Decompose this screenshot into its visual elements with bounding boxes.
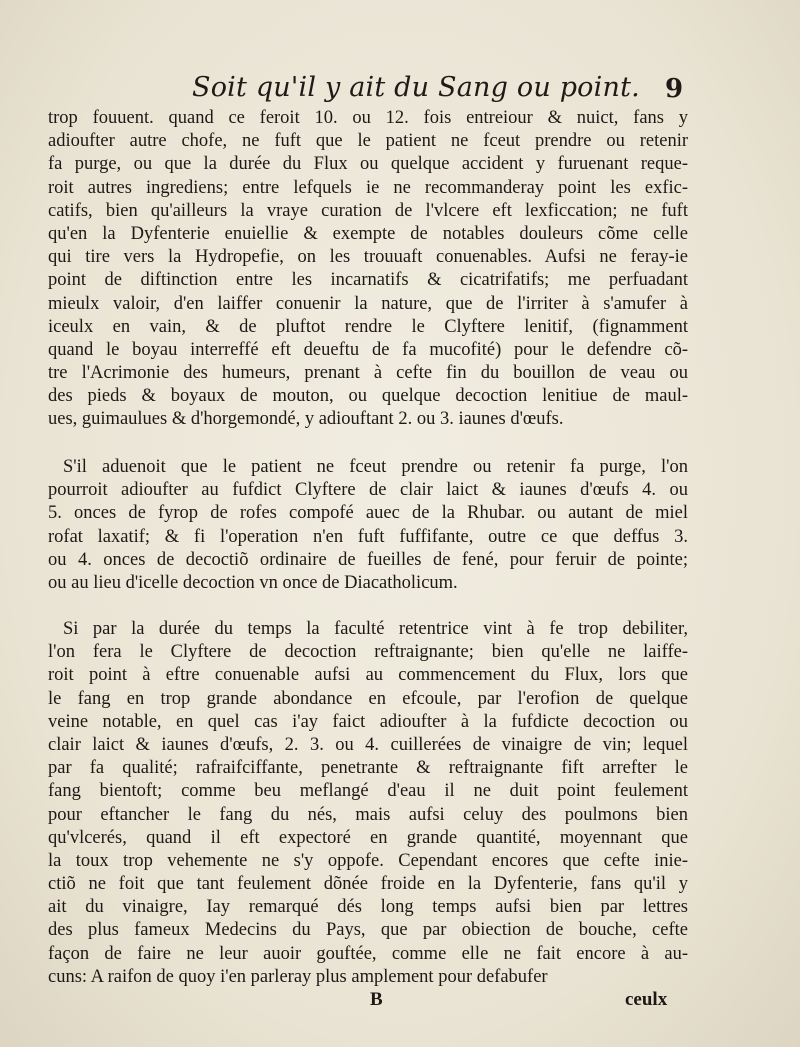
text-line: le fang en trop grande abondance en efcoule, par l'erofion de quelque	[48, 688, 688, 709]
signature-mark: B	[370, 989, 383, 1010]
text-line: par fa qualité; rafraifciffante, penetrante & reftraignante fift arrefter le	[48, 758, 688, 779]
text-line: veine notable, en quel cas i'ay faict adioufter à la fufdicte decoction ou	[48, 711, 688, 732]
text-line: fa purge, ou que la durée du Flux ou quelque accident y furuenant reque-	[48, 154, 688, 175]
text-line: mieulx valoir, d'en laiffer conuenir la nature, que de l'irriter à s'amufer à	[48, 293, 688, 314]
text-line: qu'vlcerés, quand il eft expectoré en grande quantité, moyennant que	[48, 827, 688, 848]
text-line: ait du vinaigre, Iay remarqué dés long temps aufsi bien par lettres	[48, 897, 688, 918]
paragraph-1	[48, 107, 688, 432]
text-line: cuns: A raifon de quoy i'en parleray plus amplement pour defabufer	[48, 966, 548, 987]
text-line: qui tire vers la Hydropefie, on les trouuaft conuenables. Aufsi ne feray-ie	[48, 247, 688, 268]
text-line: S'il aduenoit que le patient ne fceut prendre ou retenir fa purge, l'on	[63, 457, 688, 477]
text-line: trop fouuent. quand ce feroit 10. ou 12. fois entreiour & nuict, fans y	[48, 108, 688, 128]
text-line: qu'en la Dyfenterie enuiellie & exempte de notables douleurs cõme celle	[48, 223, 688, 244]
text-line: pourroit adioufter au fufdict Clyftere de clair laict & iaunes d'œufs 4. ou	[48, 480, 688, 501]
text-line: tre l'Acrimonie des humeurs, prenant à cefte fin du bouillon de veau ou	[48, 363, 688, 384]
text-line: façon de faire ne leur auoir gouftée, comme elle ne fait encore à au-	[48, 943, 688, 964]
text-line: adioufter autre chofe, ne fuft que le patient ne fceut prendre ou retenir	[48, 131, 688, 152]
text-line: ctiõ ne foit que tant feulement dõnée froide en la Dyfenterie, fans qu'il y	[48, 874, 688, 895]
running-title: Soit qu'il y ait du Sang ou point.	[192, 72, 640, 103]
text-line: pour eftancher le fang du nés, mais aufsi celuy des poulmons bien	[48, 804, 688, 825]
text-line: 5. onces de fyrop de rofes compofé auec de la Rhubar. ou autant de miel	[48, 503, 688, 524]
text-line: ou au lieu d'icelle decoction vn once de Diacatholicum.	[48, 572, 458, 593]
text-line: clair laict & iaunes d'œufs, 2. 3. ou 4. cuillerées de vinaigre de vin; lequel	[48, 734, 688, 755]
text-line: ues, guimaulues & d'horgemondé, y adiouftant 2. ou 3. iaunes d'œufs.	[48, 409, 564, 430]
text-line: quand le boyau interreffé eft deueftu de fa mucofité) pour le defendre cõ-	[48, 339, 688, 360]
text-line: des plus fameux Medecins du Pays, que par obiection de bouche, cefte	[48, 920, 688, 941]
text-line: ou 4. onces de decoctiõ ordinaire de fueilles de fené, pour feruir de pointe;	[48, 549, 688, 570]
text-line: roit point à eftre conuenable aufsi au commencement du Flux, lors que	[48, 665, 688, 686]
page-header	[0, 70, 800, 110]
paragraph-3	[48, 618, 688, 989]
text-line: iceulx en vain, & de pluftot rendre le Clyftere lenitif, (fignamment	[48, 316, 688, 337]
paragraph-2	[48, 456, 688, 595]
text-line: fang bientoft; comme beu meflangé d'eau il ne duit point feulement	[48, 781, 688, 802]
text-line: rofat laxatif; & fi l'operation n'en fuft fuffifante, outre ce que deffus 3.	[48, 526, 688, 547]
text-line: des pieds & boyaux de mouton, ou quelque decoction lenitiue de maul-	[48, 386, 688, 407]
text-line: catifs, bien qu'ailleurs la vraye curation de l'vlcere eft lexficcation; ne fuft	[48, 200, 688, 221]
text-line: roit autres ingrediens; entre lefquels ie ne recommanderay point les exfic-	[48, 177, 688, 198]
text-line: l'on fera le Clyftere de decoction reftraignante; bien qu'elle ne laiffe-	[48, 642, 688, 663]
text-line: point de diftinction entre les incarnatifs & cicatrifatifs; me perfuadant	[48, 270, 688, 291]
catchword: ceulx	[625, 989, 668, 1010]
text-line: la toux trop vehemente ne s'y oppofe. Cependant encores que cefte inie-	[48, 850, 688, 871]
text-line: Si par la durée du temps la faculté retentrice vint à fe trop debiliter,	[63, 619, 688, 639]
page-number: 9	[665, 74, 684, 104]
